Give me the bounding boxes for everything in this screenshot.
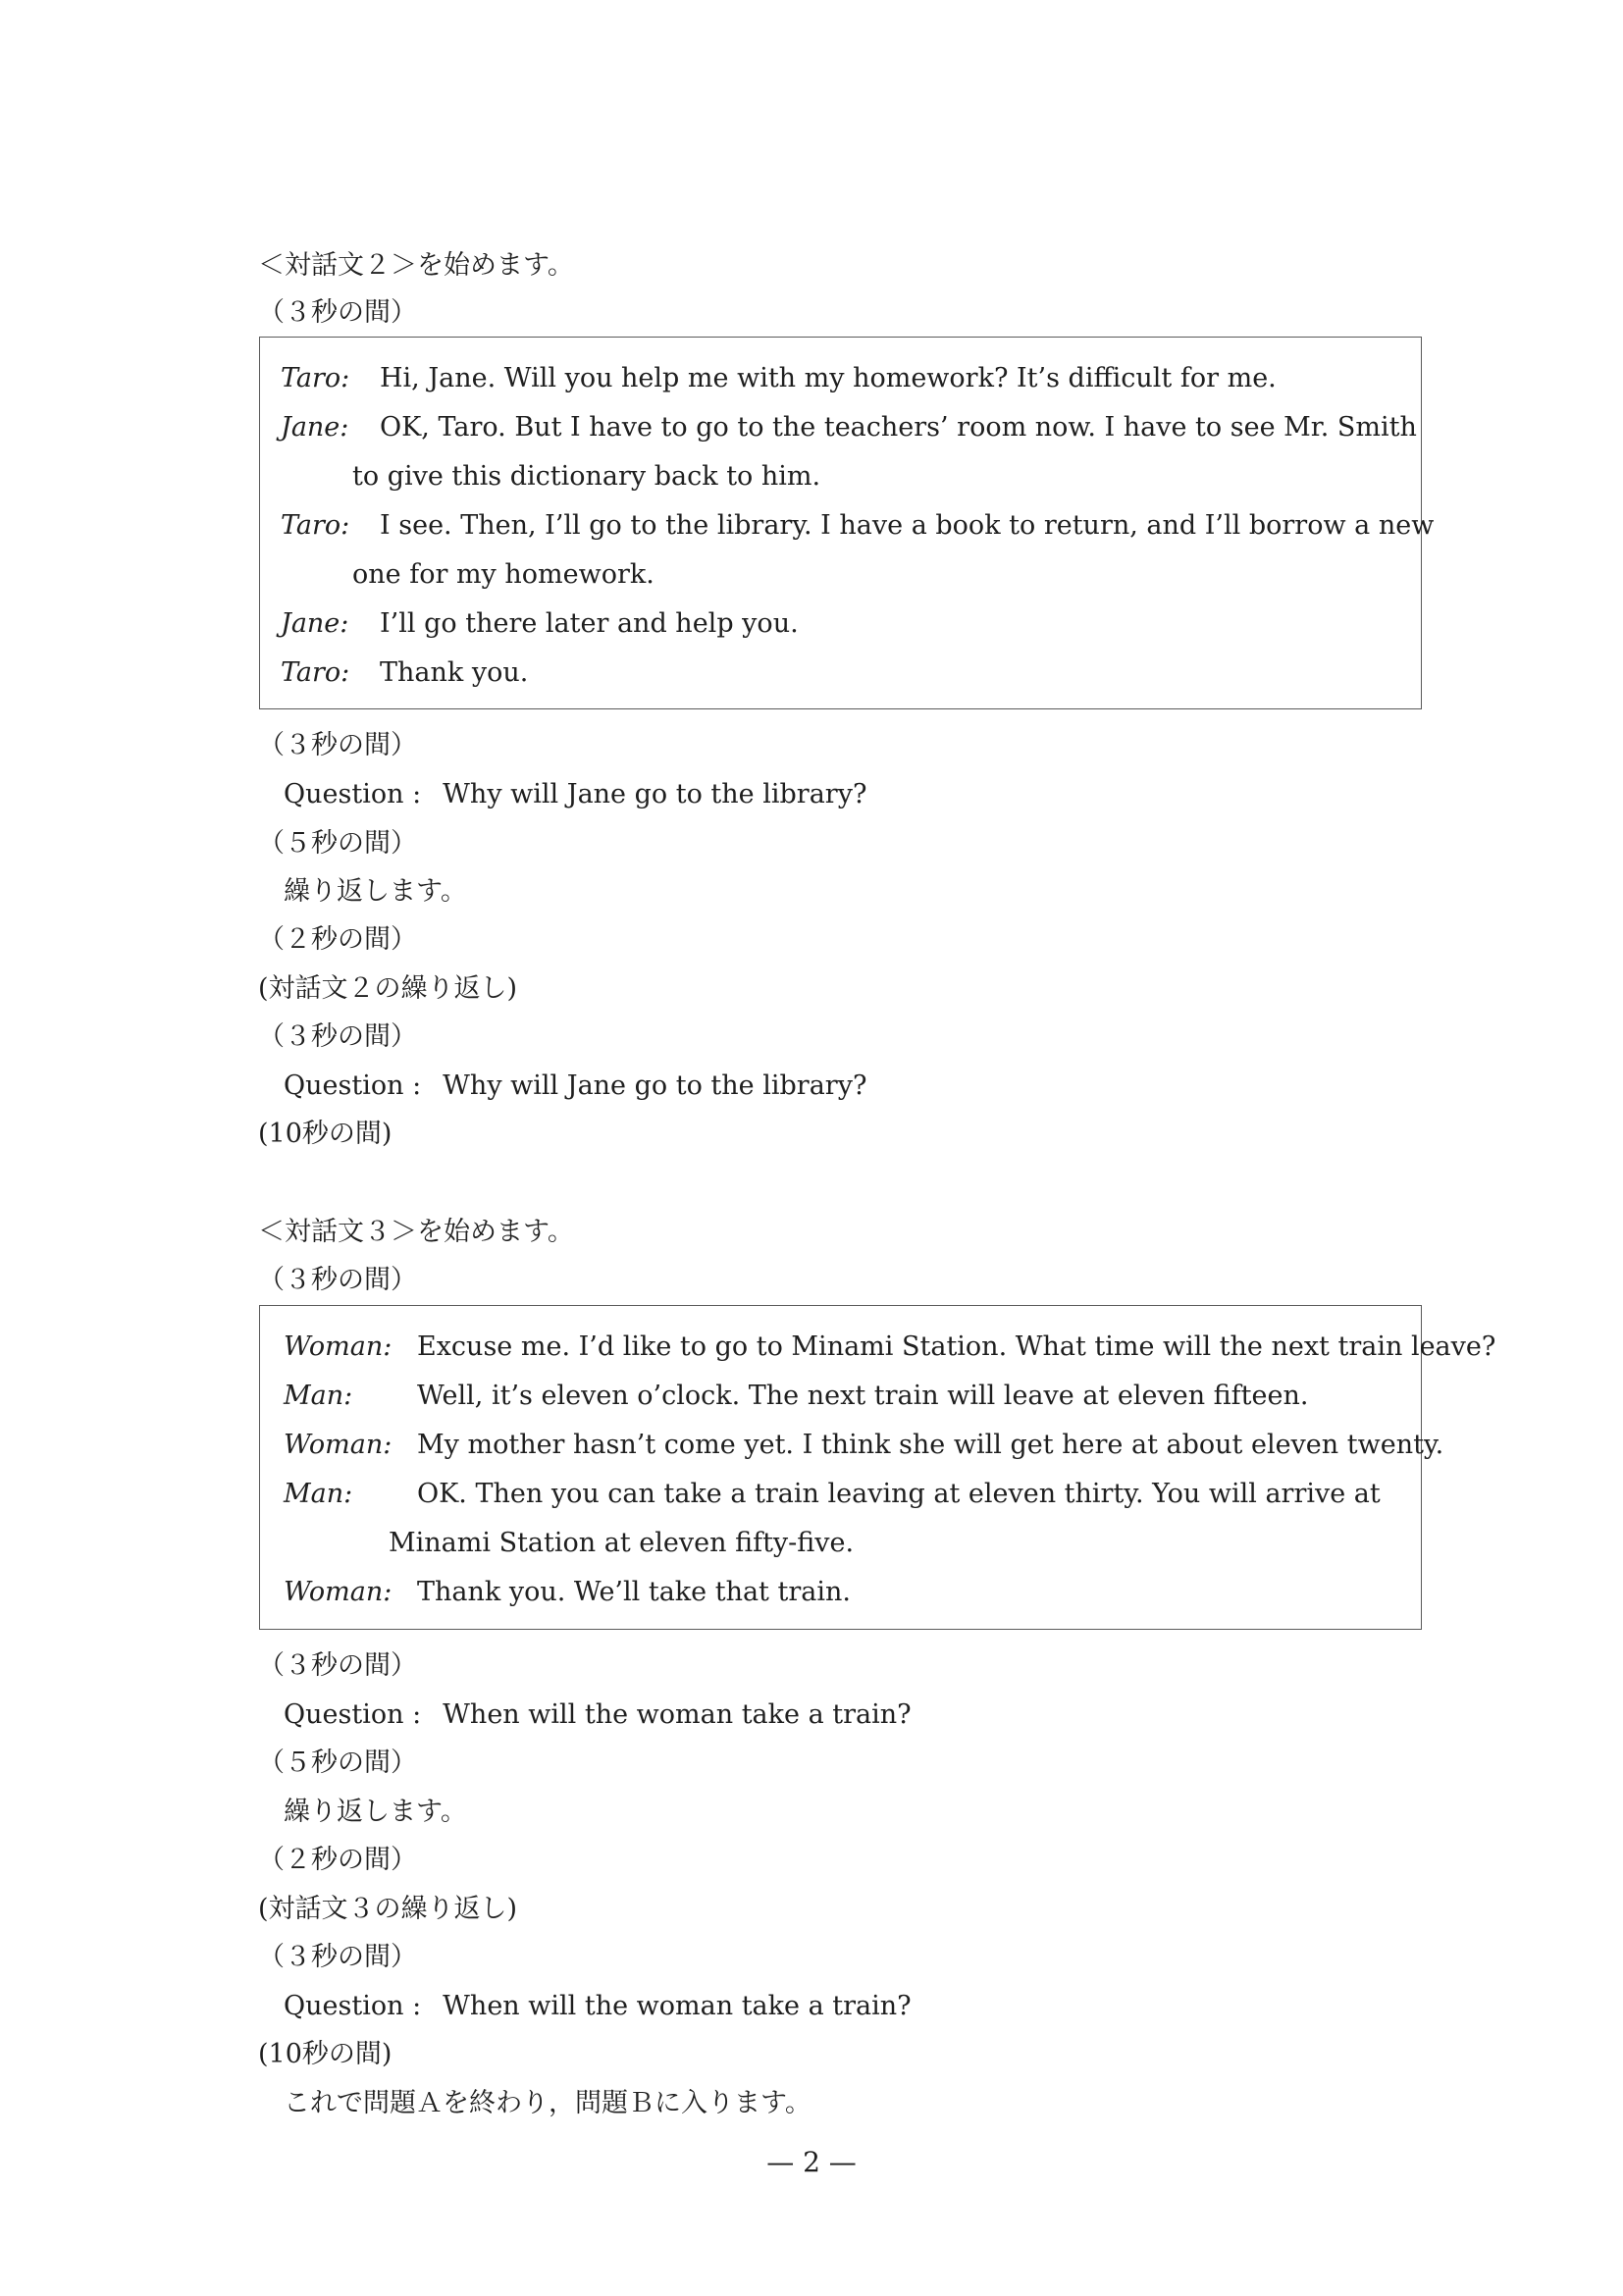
dialogue3-speaker-4: Man: [284, 1479, 353, 1509]
question-label: Question : [284, 1070, 422, 1101]
dialogue2-line-3-cont: one for my homework. [352, 559, 654, 590]
dialogue2-question-repeat [284, 1067, 866, 1106]
dialogue3-line-4-cont: Minami Station at eleven fifty-five. [389, 1528, 855, 1558]
question-text: When will the woman take a train? [443, 1699, 912, 1730]
question-text: Why will Jane go to the library? [443, 1070, 867, 1101]
question-label: Question : [284, 1991, 422, 2021]
dialogue2-pause-e: （３秒の間） [258, 1021, 417, 1052]
dialogue2-repeat: 繰り返します。 [284, 876, 467, 907]
dialogue3-pause-f: (10秒の間) [258, 2039, 393, 2069]
dialogue2-speaker-4: Jane: [281, 608, 349, 639]
dialogue3-line-4: OK. Then you can take a train leaving at eleven thirty. You will arrive at [417, 1479, 1381, 1509]
dialogue2-pause-c: （５秒の間） [258, 828, 417, 859]
dialogue3-speaker-5: Woman: [284, 1577, 393, 1607]
dialogue3-pause-a: （３秒の間） [258, 1265, 417, 1295]
dialogue2-speaker-5: Taro: [281, 657, 350, 688]
dialogue2-pause-d: （２秒の間） [258, 924, 417, 955]
dialogue2-start: ＜対話文２＞を始めます。 [258, 250, 574, 281]
dialogue3-speaker-2: Man: [284, 1381, 353, 1411]
dialogue2-line-1: Hi, Jane. Will you help me with my homework? It’s difficult for me. [380, 363, 1277, 393]
dialogue2-line-3: I see. Then, I’ll go to the library. I have a book to return, and I’ll borrow a new [380, 510, 1435, 541]
dialogue3-pause-b: （３秒の間） [258, 1650, 417, 1681]
closing-announcement: これで問題Ａを終わり，問題Ｂに入ります。 [284, 2088, 812, 2118]
dialogue3-transcript-box [259, 1305, 1496, 1630]
question-text: When will the woman take a train? [443, 1991, 912, 2021]
question-label: Question : [284, 779, 422, 809]
dialogue3-pause-d: （２秒の間） [258, 1845, 417, 1875]
dialogue2-speaker-1: Taro: [281, 363, 350, 393]
dialogue2-speaker-3: Taro: [281, 510, 350, 541]
question-label: Question : [284, 1699, 422, 1730]
dialogue3-line-1: Excuse me. I’d like to go to Minami Station. What time will the next train leave? [417, 1331, 1496, 1362]
dialogue3-start: ＜対話文３＞を始めます。 [258, 1217, 574, 1247]
dialogue2-line-2-cont: to give this dictionary back to him. [352, 461, 821, 492]
dialogue2-line-5: Thank you. [380, 657, 529, 688]
dialogue3-repeat-note: (対話文３の繰り返し) [258, 1894, 518, 1924]
dialogue2-repeat-note: (対話文２の繰り返し) [258, 973, 518, 1004]
dialogue3-question [284, 1696, 912, 1735]
dialogue2-question [284, 775, 866, 814]
page-number: — 2 — [766, 2146, 857, 2178]
dialogue2-line-2: OK, Taro. But I have to go to the teachers’ room now. I have to see Mr. Smith [380, 412, 1417, 443]
dialogue3-repeat: 繰り返します。 [284, 1797, 467, 1827]
dialogue3-line-5: Thank you. We’ll take that train. [417, 1577, 851, 1607]
dialogue3-pause-e: （３秒の間） [258, 1942, 417, 1972]
dialogue2-pause-f: (10秒の間) [258, 1119, 393, 1149]
dialogue2-transcript-box [259, 337, 1435, 709]
dialogue3-question-repeat [284, 1987, 912, 2026]
question-text: Why will Jane go to the library? [443, 779, 867, 809]
dialogue3-pause-c: （５秒の間） [258, 1748, 417, 1778]
dialogue3-speaker-3: Woman: [284, 1430, 393, 1460]
dialogue2-pause-a: （３秒の間） [258, 297, 417, 328]
dialogue3-line-2: Well, it’s eleven o’clock. The next train will leave at eleven fifteen. [417, 1381, 1309, 1411]
dialogue2-line-4: I’ll go there later and help you. [380, 608, 799, 639]
dialogue3-line-3: My mother hasn’t come yet. I think she will get here at about eleven twenty. [417, 1430, 1444, 1460]
dialogue2-speaker-2: Jane: [281, 412, 349, 443]
dialogue2-pause-b: （３秒の間） [258, 730, 417, 760]
dialogue3-speaker-1: Woman: [284, 1331, 393, 1362]
